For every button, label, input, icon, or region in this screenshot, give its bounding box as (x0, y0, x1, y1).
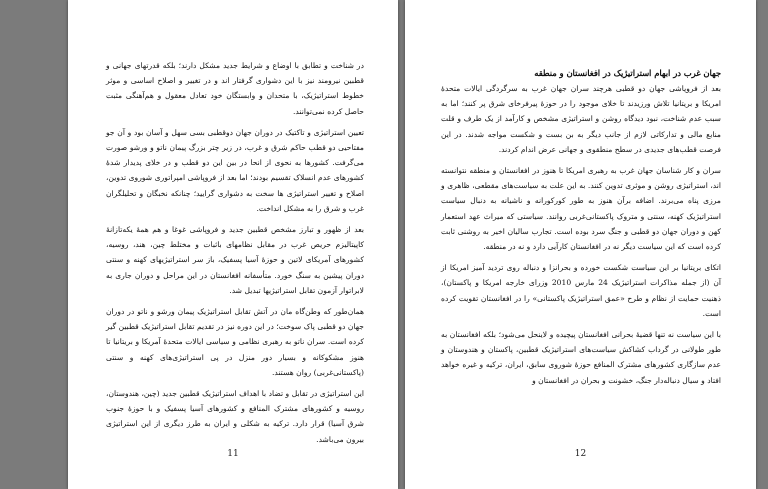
left-page (68, 0, 398, 489)
left-page-body (106, 58, 364, 453)
right-page (405, 0, 756, 489)
right-page-number: 12 (574, 449, 587, 459)
right-paragraph-3: اتکای بریتانیا بر این سیاست شکست خورده و بحرانزا و دنباله روی تردید آمیز امریکا از آن (از جمله مذاکرات استراتیژیک 24 مارس 2010 وزرای خارجه امریکا و پاکستان)، ذهنیت حمایت از نظام و طرح «عمق استراتیژیک پاکستانی» را در افغانستان تقویت کرده است. (441, 263, 722, 318)
right-paragraph-1: بعد از فروپاشی جهان دو قطبی هرچند سران جهان غرب به سرگردگی ایالات متحدهٔ امریکا و بریتانیا تلاش ورزیدند تا خلای موجود را در حوزهٔ پیرفرخای شرق پر کنند؛ اما به سبب عدم شناخت، نبود دیدگاه روشن و استراتیژی مشخص و کارآمد از یک طرف و قلت منابع مالی و تدارکاتی لازم از جانب دیگر به بن بست و شکست مواجه شدند. در این فرصت قطب‌های جدیدی در سطح منطقوی و جهانی عرض اندام کردند. (441, 84, 721, 154)
section-heading: جهان غرب در ابهام استراتیژیک در افغانستان و منطقه (534, 68, 721, 78)
right-paragraph-2: سران و کار شناسان جهان غرب به رهبری امریکا تا هنوز در افغانستان و منطقه نتوانسته اند، استراتیژی روشن و موثری تدوین کنند. به این علت به سیاست‌های مقطعی، ظاهری و مرزی پناه می‌برند. اضافه برآن هنوز به طور کورکورانه و ناشیانه به دنبال سیاست استراتیژیک کهنه، سنتی و متروک پاکستانی‌غربی روانند. سیاستی که میراث عهد استعمار کهن و دوران جهان دو قطبی و جنگ سرد بوده است. تجارب سالیان اخیر به روشنی ثابت کرده است که این سیاست دیگر نه در افغانستان کارآیی دارد و نه در منطقه. (441, 166, 721, 252)
left-page-number: 11 (227, 449, 239, 459)
left-paragraph-4: همان‌طور که وطن‌گاه مان در آتش تقابل استراتیژیک پیمان ورشو و ناتو در دوران جهان دو قطبی پاک سوخت؛ در این دوره نیز در تقدیم تقابل استراتیژیک قطبین گیر کرده است. سران ناتو به رهبری نظامی و سیاسی ایالات متحدهٔ آمریکا و بریتانیا تا هنوز مشکوکانه و بسیار دور منزل در پی استراتیژی‌های کهنه و سنتی (پاکستانی‌غربی) روان هستند. (106, 307, 364, 377)
left-paragraph-3: بعد از ظهور و تبارز مشخص قطبین جدید و فروپاشی غوغا و هم همهٔ یکه‌تازانهٔ کاپیتالیزم حریص غرب در مقابل نظامهای باثبات و مختلط چین، هند، روسیه، کشورهای آمریکای لاتین و حوزهٔ آسیا پسفیک، باز سر استراتیژیهای کهنه و سنتی دوران پیشین به سنگ خورد. متأسفانه افغانستان در این مراحل و دوران جاری به لابراتوار آزمون تقابل استراتیژیها تبدیل شد. (106, 225, 364, 295)
left-paragraph-5: این استراتیژی در تقابل و تضاد با اهداف استراتیژیک قطبین جدید (چین، هندوستان، روسیه و کشورهای مشترک المنافع و کشورهای آسیا پسفیک و با حوزهٔ جنوب شرق آسیا) قرار دارد. ترکیه به شکلی و ایران به طرز دیگری از این استراتیژی بیرون می‌باشد. (106, 389, 364, 444)
left-paragraph-1: در شناخت و تطابق با اوضاع و شرایط جدید مشکل دارند؛ بلکه قدرتهای جهانی و قطبین نیرومند نیز با این دشواری گرفتار اند و در تغییر و اصلاح اساسی و موثر خطوط استراتیژیک، با متحدان و وابستگان خود تعادل معقول و هم‌آهنگی مثبت حاصل کرده نمی‌توانند. (106, 61, 364, 116)
left-paragraph-2: تعیین استراتیژی و تاکتیک در دوران جهان دوقطبی بسی سهل و آسان بود و آن جو مفتاحیی دو قطب حاکم شرق و غرب، در زیر چتر بزرگ پیمان ناتو و ورشو صورت می‌گرفت. کشورها به نحوی از انحا در بین این دو قطب و در خلای پدیدار شدهٔ کشورهای عدم انسلاک تقسیم بودند؛ اما بعد از فروپاشی امپراتوری شوروی تدوین، اصلاح و تغییر استراتیژی ها سخت به دشواری گرایید؛ چنانکه نخبگان و تحلیلگران غرب و شرق را به مشکل انداخت. (106, 127, 364, 213)
right-paragraph-4: با این سیاست نه تنها قضیهٔ بحرانی افغانستان پیچیده و لاینحل می‌شود؛ بلکه افغانستان به طور طولانی در گرداب کشاکش سیاست‌های استراتیژیک قطبین، پاکستان و هندوستان و عدم سازگاری کشورهای مشترک المنافع حوزهٔ شوروی سابق، ایران، ترکیه و غیره خواهد افتاد و سیال دنباله‌دار جنگ، خشونت و بحران در افغانستان و (441, 330, 721, 385)
right-page-body (441, 66, 721, 394)
